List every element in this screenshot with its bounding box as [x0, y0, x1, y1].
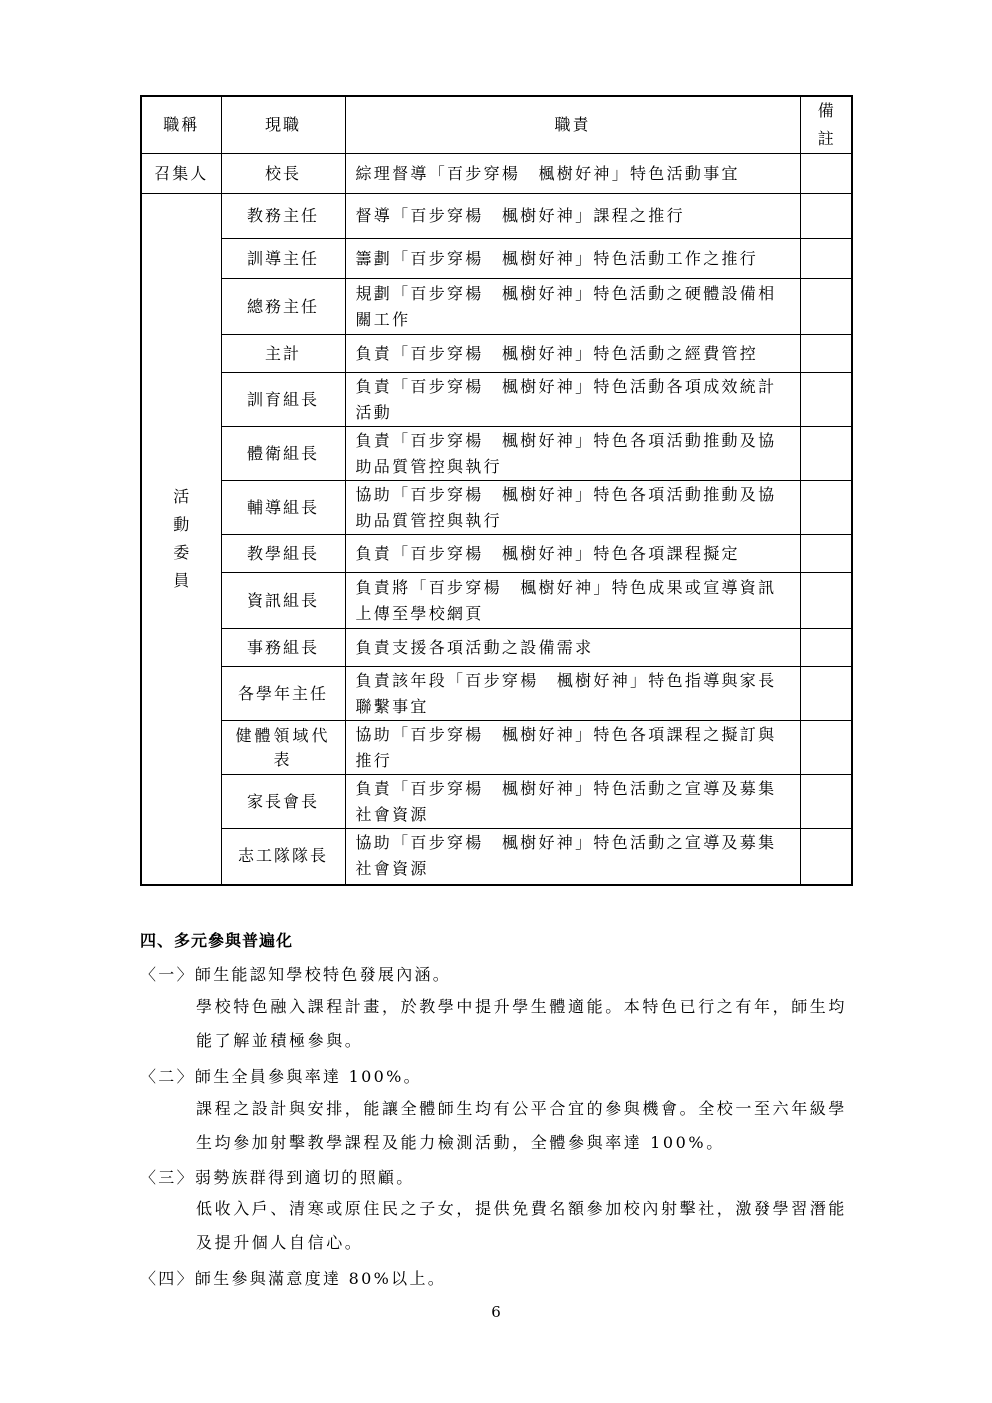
row-position: 健體領域代表	[221, 721, 345, 775]
row-position: 資訊組長	[221, 573, 345, 629]
item-2: 〈二〉師生全員參與率達 100%。	[140, 1067, 422, 1086]
row-duty: 負責支援各項活動之設備需求	[345, 629, 800, 667]
paragraph-2-line-1: 課程之設計與安排，能讓全體師生均有公平合宜的參與機會。全校一至六年級學	[196, 1099, 848, 1118]
item-1: 〈一〉師生能認知學校特色發展內涵。	[140, 965, 452, 984]
row-duty: 負責「百步穿楊 楓樹好神」特色各項課程擬定	[345, 535, 800, 573]
row-note	[800, 279, 852, 335]
row-position: 事務組長	[221, 629, 345, 667]
row-note	[800, 775, 852, 829]
row-duty: 協助「百步穿楊 楓樹好神」特色各項活動推動及協助品質管控與執行	[345, 481, 800, 535]
table-row	[141, 373, 852, 427]
row-position: 志工隊隊長	[221, 829, 345, 885]
row-duty: 協助「百步穿楊 楓樹好神」特色活動之宣導及募集社會資源	[345, 829, 800, 885]
convener-duty: 綜理督導「百步穿楊 楓樹好神」特色活動事宜	[345, 154, 800, 194]
committee-label-text: 活動委員	[173, 486, 190, 590]
section-heading: 四、多元參與普遍化	[140, 931, 294, 950]
table-row-convener	[141, 154, 852, 194]
committee-table	[140, 95, 853, 886]
row-duty: 負責「百步穿楊 楓樹好神」特色活動之宣導及募集社會資源	[345, 775, 800, 829]
table-row	[141, 427, 852, 481]
row-note	[800, 335, 852, 373]
table-row	[141, 481, 852, 535]
item-4: 〈四〉師生參與滿意度達 80%以上。	[140, 1269, 447, 1288]
row-note	[800, 194, 852, 239]
row-position: 主計	[221, 335, 345, 373]
paragraph-1-line-2: 能了解並積極參與。	[196, 1031, 364, 1050]
row-note	[800, 427, 852, 481]
header-duty: 職責	[345, 96, 800, 154]
row-position: 總務主任	[221, 279, 345, 335]
table-row	[141, 721, 852, 775]
row-position: 各學年主任	[221, 667, 345, 721]
row-duty: 督導「百步穿楊 楓樹好神」課程之推行	[345, 194, 800, 239]
table-row	[141, 194, 852, 239]
row-note	[800, 573, 852, 629]
table-row	[141, 667, 852, 721]
row-position: 教學組長	[221, 535, 345, 573]
row-duty: 負責將「百步穿楊 楓樹好神」特色成果或宣導資訊上傳至學校網頁	[345, 573, 800, 629]
table-row	[141, 829, 852, 885]
row-duty: 負責該年段「百步穿楊 楓樹好神」特色指導與家長聯繫事宜	[345, 667, 800, 721]
header-position: 現職	[221, 96, 345, 154]
header-note: 備註	[800, 96, 852, 154]
convener-position: 校長	[221, 154, 345, 194]
table-row	[141, 775, 852, 829]
row-position: 教務主任	[221, 194, 345, 239]
row-duty: 負責「百步穿楊 楓樹好神」特色各項活動推動及協助品質管控與執行	[345, 427, 800, 481]
row-note	[800, 535, 852, 573]
row-note	[800, 239, 852, 279]
row-position: 體衛組長	[221, 427, 345, 481]
row-duty: 規劃「百步穿楊 楓樹好神」特色活動之硬體設備相關工作	[345, 279, 800, 335]
row-duty: 籌劃「百步穿楊 楓樹好神」特色活動工作之推行	[345, 239, 800, 279]
table-row	[141, 573, 852, 629]
table-row	[141, 535, 852, 573]
paragraph-2-line-2: 生均參加射擊教學課程及能力檢測活動，全體參與率達 100%。	[196, 1133, 725, 1152]
item-3: 〈三〉弱勢族群得到適切的照顧。	[140, 1168, 415, 1187]
paragraph-3-line-2: 及提升個人自信心。	[196, 1233, 364, 1252]
row-note	[800, 481, 852, 535]
table-header-row	[141, 96, 852, 154]
row-duty: 負責「百步穿楊 楓樹好神」特色活動之經費管控	[345, 335, 800, 373]
row-position: 家長會長	[221, 775, 345, 829]
row-note	[800, 829, 852, 885]
table-row	[141, 279, 852, 335]
committee-label	[141, 194, 221, 885]
paragraph-1-line-1: 學校特色融入課程計畫，於教學中提升學生體適能。本特色已行之有年，師生均	[196, 997, 848, 1016]
header-title: 職稱	[141, 96, 221, 154]
row-position: 訓育組長	[221, 373, 345, 427]
row-duty: 負責「百步穿楊 楓樹好神」特色活動各項成效統計活動	[345, 373, 800, 427]
table-row	[141, 629, 852, 667]
paragraph-3-line-1: 低收入戶、清寒或原住民之子女，提供免費名額參加校內射擊社，激發學習潛能	[196, 1199, 848, 1218]
row-position: 輔導組長	[221, 481, 345, 535]
row-note	[800, 373, 852, 427]
page-number: 6	[491, 1303, 501, 1321]
row-note	[800, 667, 852, 721]
row-position: 訓導主任	[221, 239, 345, 279]
convener-note	[800, 154, 852, 194]
table-row	[141, 239, 852, 279]
row-duty: 協助「百步穿楊 楓樹好神」特色各項課程之擬訂與推行	[345, 721, 800, 775]
row-note	[800, 629, 852, 667]
convener-title: 召集人	[141, 154, 221, 194]
table-row	[141, 335, 852, 373]
row-note	[800, 721, 852, 775]
